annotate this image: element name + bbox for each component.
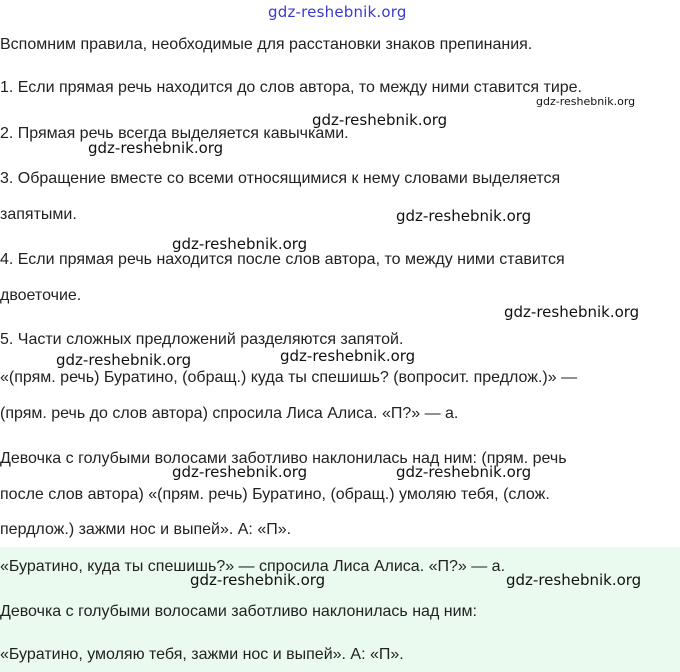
answer-3: «Буратино, умоляю тебя, зажми нос и выпей». А: «П». [0,646,404,663]
rule-3-line-2: запятыми. [0,206,77,223]
answer-1: «Буратино, куда ты спешишь?» — спросила Лиса Алиса. «П?» — а. [0,558,506,575]
watermark: gdz-reshebnik.org [172,235,308,253]
scheme-2-line-3: пердлож.) зажми нос и выпей». А: «П». [0,521,292,538]
rule-4-line-2: двоеточие. [0,287,82,304]
watermark: gdz-reshebnik.org [280,347,416,365]
watermark: gdz-reshebnik.org [536,95,636,108]
rule-4-line-1: 4. Если прямая речь находится после слов автора, то между ними ставится [0,251,565,268]
intro-text: Вспомним правила, необходимые для расстановки знаков препинания. [0,36,533,53]
watermark: gdz-reshebnik.org [190,571,326,589]
rule-1: 1. Если прямая речь находится до слов автора, то между ними ставится тире. [0,79,582,96]
scheme-2-line-1: Девочка с голубыми волосами заботливо наклонилась над ним: (прям. речь [0,450,567,467]
watermark: gdz-reshebnik.org [396,463,532,481]
watermark: gdz-reshebnik.org [506,571,642,589]
watermark: gdz-reshebnik.org [504,303,640,321]
watermark: gdz-reshebnik.org [56,351,192,369]
scheme-2-line-2: после слов автора) «(прям. речь) Буратино, (обращ.) умоляю тебя, (слож. [0,486,550,503]
watermark: gdz-reshebnik.org [88,139,224,157]
rule-3-line-1: 3. Обращение вместе со всеми относящимися к нему словами выделяется [0,170,561,187]
scheme-1-line-2: (прям. речь до слов автора) спросила Лиса Алиса. «П?» — а. [0,405,459,422]
scheme-1-line-1: «(прям. речь) Буратино, (обращ.) куда ты спешишь? (вопросит. предлож.)» — [0,369,578,386]
watermark: gdz-reshebnik.org [172,463,308,481]
rule-5: 5. Части сложных предложений разделяются запятой. [0,331,404,348]
watermark: gdz-reshebnik.org [396,207,532,225]
watermark: gdz-reshebnik.org [312,111,448,129]
answer-2: Девочка с голубыми волосами заботливо наклонилась над ним: [0,603,477,620]
rule-2: 2. Прямая речь всегда выделяется кавычками. [0,125,349,142]
header-watermark: gdz-reshebnik.org [268,3,407,21]
